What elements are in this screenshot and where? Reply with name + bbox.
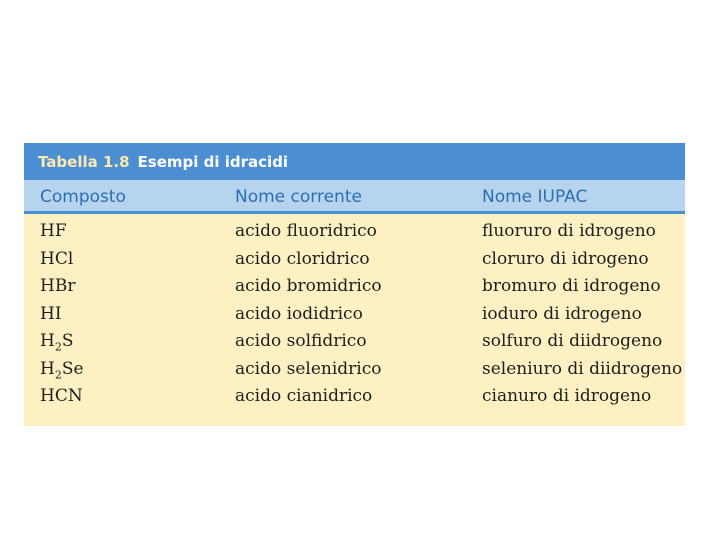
- row-iupac-name: bromuro di idrogeno: [482, 276, 661, 296]
- formula-main: H: [40, 358, 55, 379]
- row-iupac-name: cianuro di idrogeno: [482, 386, 652, 406]
- table-number: Tabella 1.8: [38, 152, 130, 171]
- row-formula: [40, 359, 84, 381]
- formula-rest: Se: [61, 358, 84, 379]
- row-iupac-name: solfuro di diidrogeno: [482, 331, 663, 351]
- row-common-name: acido bromidrico: [235, 276, 382, 296]
- header-nome-corrente: Nome corrente: [235, 187, 362, 207]
- header-nome-iupac: Nome IUPAC: [482, 187, 588, 207]
- table-row: [24, 249, 685, 277]
- row-formula: HF: [40, 221, 67, 241]
- row-formula: HCl: [40, 248, 74, 269]
- table-row: [24, 359, 685, 387]
- row-formula: HCN: [40, 386, 83, 406]
- header-composto: Composto: [40, 187, 126, 207]
- row-iupac-name: cloruro di idrogeno: [482, 248, 649, 269]
- row-common-name: acido iodidrico: [235, 303, 363, 324]
- table-title: Esempi di idracidi: [137, 152, 289, 171]
- table-row: [24, 331, 685, 359]
- table-row: [24, 304, 685, 332]
- row-iupac-name: ioduro di idrogeno: [482, 303, 642, 324]
- table-row: [24, 386, 685, 414]
- row-iupac-name: fluoruro di idrogeno: [482, 221, 656, 241]
- table-title-bar: [24, 143, 685, 180]
- row-iupac-name: seleniuro di diidrogeno: [482, 358, 683, 379]
- formula-rest: S: [61, 331, 74, 351]
- table-row: [24, 276, 685, 304]
- table-header-row: [24, 180, 685, 214]
- row-common-name: acido solfidrico: [235, 331, 367, 351]
- row-common-name: acido cianidrico: [235, 386, 373, 406]
- row-formula: [40, 331, 73, 353]
- row-formula: HI: [40, 303, 62, 324]
- formula-main: H: [40, 331, 55, 351]
- row-common-name: acido fluoridrico: [235, 221, 377, 241]
- table-row: [24, 221, 685, 249]
- row-common-name: acido cloridrico: [235, 248, 370, 269]
- row-formula: HBr: [40, 276, 76, 296]
- row-common-name: acido selenidrico: [235, 358, 382, 379]
- formula-subscript: 2: [54, 367, 62, 381]
- table-body: [24, 221, 685, 414]
- idracidi-table: [24, 143, 685, 426]
- formula-subscript: 2: [54, 340, 62, 354]
